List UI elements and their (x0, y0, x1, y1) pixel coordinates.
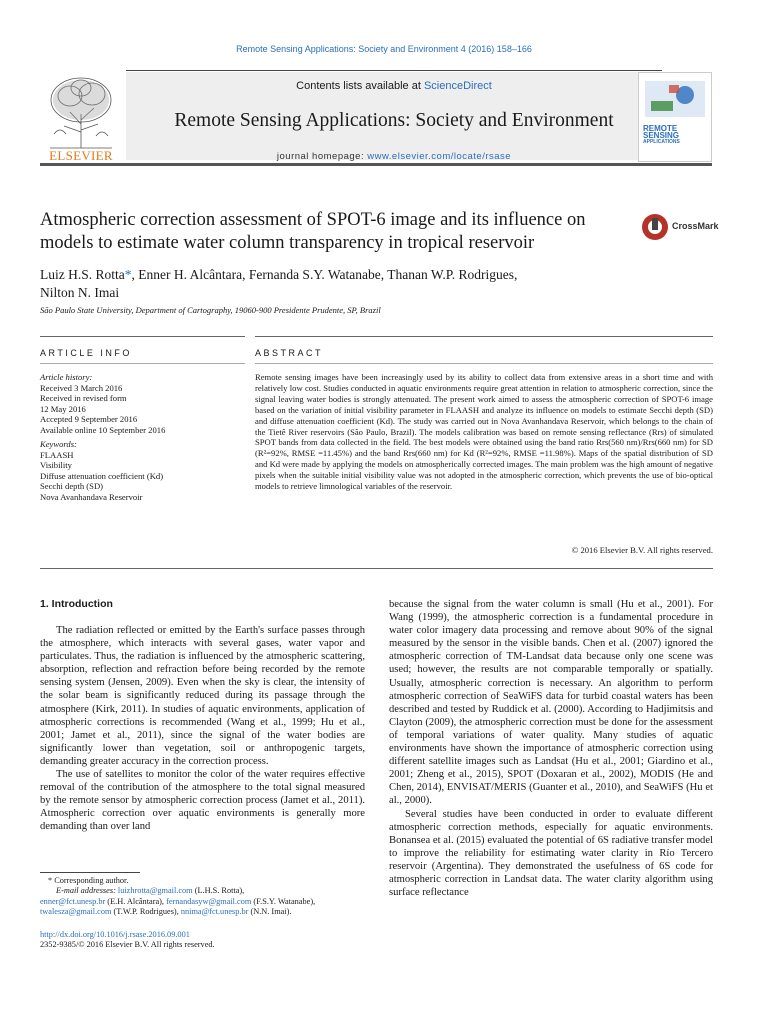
abstract-rule-2 (255, 363, 713, 364)
homepage-link[interactable]: www.elsevier.com/locate/rsase (367, 151, 512, 162)
email-link[interactable]: enner@fct.unesp.br (40, 896, 106, 906)
right-column (389, 598, 713, 899)
article-title: Atmospheric correction assessment of SPOT-6 image and its influence on models to estimate water column transparency in tropical reservoir (40, 210, 586, 253)
email-owner: (E.H. Alcântara), (105, 896, 167, 906)
doi-link[interactable]: http://dx.doi.org/10.1016/j.rsase.2016.09.001 (40, 930, 190, 939)
footnote-rule (40, 872, 140, 873)
crossmark-label: CrossMark (672, 221, 719, 231)
email-owner: (F.S.Y. Watanabe), (251, 896, 316, 906)
issn-line: 2352-9385/© 2016 Elsevier B.V. All rights reserved. (40, 940, 215, 950)
corresponding-author-note: * Corresponding author. (48, 876, 129, 885)
journal-homepage (126, 151, 662, 162)
paragraph: The radiation reflected or emitted by the Earth's surface passes through the atmosphere, which interacts with several gases, water vapor and particulates. Thus, the radiation is influenced by the atmospheric scattering, absorption, reflection and refraction before being recorded by the remote sensing system (Jensen, 2009). Even when the sky is clear, the intensity of the solar beam is significantly reduced during its passage through the atmosphere (Kirk, 2011). In studies of aquatic environments, application of atmospheric corrections is recommended (Wang et al., 1999; Hu et al., 2001; Jamet et al., 2011), since the signal of the water bodies are significantly lower than vegetation, soil or anthropogenic targets, demanding greater accuracy in the correction process. (40, 625, 365, 767)
abstract-copyright: © 2016 Elsevier B.V. All rights reserved. (571, 545, 713, 555)
journal-cover-thumbnail (638, 72, 712, 162)
email-line (40, 886, 370, 896)
authors-rest: , Enner H. Alcântara, Fernanda S.Y. Watanabe, Thanan W.P. Rodrigues, (131, 267, 518, 282)
corresponding-author-mark[interactable]: * (124, 267, 132, 282)
footnote (40, 876, 370, 918)
history-item: Accepted 9 September 2016 (40, 414, 138, 424)
keyword: Diffuse attenuation coefficient (Kd) (40, 470, 164, 481)
cover-text-line-2: SENSING (643, 131, 680, 140)
keyword: Secchi depth (SD) (40, 481, 104, 491)
history-item: Received 3 March 2016 (40, 382, 123, 393)
journal-masthead (40, 70, 712, 166)
crossmark-icon (640, 212, 670, 242)
contents-line (126, 80, 662, 92)
elsevier-wordmark: ELSEVIER (49, 148, 113, 163)
abstract-label: ABSTRACT (255, 348, 324, 358)
doi-block (40, 930, 370, 951)
masthead-bottom-rule (40, 163, 712, 166)
keyword: Nova Avanhandava Reservoir (40, 491, 143, 502)
homepage-prefix: journal homepage: (276, 151, 368, 162)
contents-prefix: Contents lists available at (296, 80, 424, 92)
email-owner: (T.W.P. Rodrigues), (111, 907, 181, 917)
email-line (40, 907, 370, 917)
email-line (40, 897, 370, 907)
sciencedirect-link[interactable]: ScienceDirect (423, 80, 492, 92)
abstract-rule (255, 336, 713, 337)
email-link[interactable]: luizhrotta@gmail.com (117, 886, 193, 896)
article-info-rule (40, 336, 245, 337)
affiliation: São Paulo State University, Department of Cartography, 19060-900 Presidente Prudente, SP, Brazil (40, 305, 381, 315)
paragraph: The use of satellites to monitor the color of the water requires effective removal of the contribution of the atmosphere to the total signal measured by the remote sensor by atmospheric correction process (Jamet et al., 2011). Atmospheric correction over aquatic environments is generally more demanding than over land (40, 769, 365, 833)
history-label: Article history: (40, 372, 93, 382)
cover-text-line-1: REMOTE (643, 124, 678, 133)
history-item: Available online 10 September 2016 (40, 424, 166, 435)
article-info-rule-2 (40, 363, 245, 364)
email-link[interactable]: nnima@fct.unesp.br (180, 907, 249, 917)
left-column (40, 624, 365, 834)
masthead-banner (126, 72, 662, 160)
paragraph: because the signal from the water column is small (Hu et al., 2001). For Wang (1999), the atmospheric correction is a fundamental procedure in water color imagery data processing and remove about 90% of the signal measured by the sensor in the visible bands. Chen et al. (2007) ignored the atmospheric correction of TM-Landsat data because only one scene was used; however, the results are not comparable temporally or spatially. Usually, atmospheric correction is necessary. An algorithm to perform atmospheric correction of SeaWiFS data for turbid coastal waters has been described and tested by Ruddick et al. (2000). According to Hadjimitsis and Clayton (2009), the atmospheric correction must be done for the assessment of temporal variations of water quality. Many studies of aquatic environments have shown the importance of atmospheric correction using different satellite images such as Landsat (Hu et al., 2001; Giardino et al., 2001; Zheng et al., 2015), SPOT (Doxaran et al., 2002), MODIS (He and Chen, 2014), ENVISAT/MERIS (Guanter et al., 2010), and SeaWiFS (Hu et al., 2000). (389, 599, 713, 807)
author-list (40, 266, 640, 302)
email-link[interactable]: fernandasyw@gmail.com (166, 896, 252, 906)
author-imai: Nilton N. Imai (40, 285, 120, 300)
email-link[interactable]: twalesza@gmail.com (40, 907, 112, 917)
article-info (40, 372, 245, 502)
email-label: E-mail addresses: (56, 886, 118, 896)
keywords-label: Keywords: (40, 439, 77, 449)
paragraph: Several studies have been conducted in order to evaluate different atmospheric correction methods, especially for aquatic environments. Bonansea et al. (2015) evaluated the potential of 6S radiative transfer model to improve the reliability for estimating water clarity in Río Tercero reservoir (Argentina). They demonstrated the usefulness of 6S code for atmospheric correction in Landsat data. The water clarity algorithm using surface reflectance (389, 808, 713, 899)
history-item: 12 May 2016 (40, 403, 86, 414)
cover-text-line-3: APPLICATIONS (643, 139, 680, 145)
crossmark-button[interactable] (640, 212, 720, 242)
journal-reference[interactable]: Remote Sensing Applications: Society and Environment 4 (2016) 158–166 (236, 44, 532, 54)
cover-graphic-icon (639, 73, 711, 123)
abstract-text: Remote sensing images have been increasingly used by its ability to collect data from extensive areas in a short time and with relatively low cost. Studies conducted in aquatic environments require great attention in relation to atmospheric correction, since the signal leaving water bodies is strongly attenuated. The present work aimed to assess the atmospheric correction of SPOT-6 image based on the variation of initial visibility parameter in FLAASH and analyze its influence on models to estimate Secchi depth (SD) and diffuse attenuation coefficient (Kd). The study was carried out in Nova Avanhandava Reservoir, which belongs to the chain of the Tietê River reservoirs (São Paulo, Brazil). The models calibration was based on remote sensing reflectance (Rrs) of simulated SPOT bands from data collected in the field. The best models were obtained using the band ratio Rrs(560 nm)/Rrs(660 nm) for SD (R²=92%, RMSE =11.45%) and the band Rrs(660 nm) for Kd (R²=92%, RMSE =11.98%). Maps of the spatial distribution of SD and Kd were made by applying the models on atmospherically corrected images. The main problem was the high amount of negative pixels when the suitable initial visibility value was not adopted in the atmospheric correction, which prevents the use of bio-optical models to retrieve limnological variables of the reservoir. (255, 372, 713, 492)
section-heading-introduction: 1. Introduction (40, 598, 113, 610)
history-item: Received in revised form (40, 393, 127, 403)
author-rotta: Luiz H.S. Rotta (40, 267, 125, 282)
keyword: FLAASH (40, 449, 74, 460)
journal-title: Remote Sensing Applications: Society and Environment (174, 110, 614, 131)
email-owner: (N.N. Imai). (248, 907, 292, 917)
abstract-bottom-rule (40, 568, 713, 569)
keyword: Visibility (40, 460, 72, 470)
email-owner: (L.H.S. Rotta), (192, 886, 245, 896)
article-info-label: ARTICLE INFO (40, 348, 132, 358)
cover-title (643, 125, 680, 146)
masthead-top-rule (126, 70, 662, 71)
